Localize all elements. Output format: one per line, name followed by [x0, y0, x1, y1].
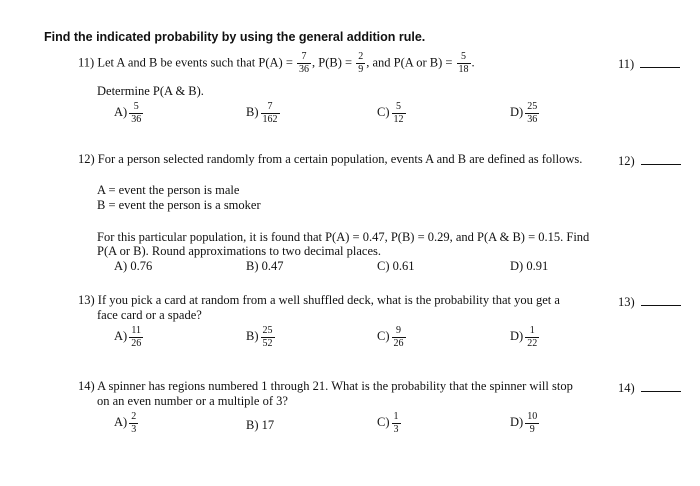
q12-choice-c[interactable]: C) 0.61	[377, 259, 415, 273]
q14-choice-d[interactable]: D) $\frac{10}{9}$	[510, 411, 538, 435]
q12-body-line2: P(A or B). Round approximations to two decimal places.	[97, 244, 381, 258]
q14-choice-a[interactable]: A) $\frac{2}{3}$	[114, 411, 137, 435]
q11-stem-part: 11) Let A and B be events such that P(A) =	[78, 55, 297, 70]
q11-stem-part: .	[471, 55, 475, 70]
q11-stem-part: , and P(A or B) =	[366, 55, 456, 70]
q12-choice-a[interactable]: A) 0.76	[114, 259, 153, 273]
q11-stem	[78, 52, 475, 75]
q13-choice-b[interactable]: B) $\frac{25}{52}$	[246, 325, 273, 349]
q13-stem-line2: face card or a spade?	[97, 308, 202, 322]
q13-choice-d[interactable]: D) $\frac{1}{22}$	[510, 325, 538, 349]
q11-answer-line[interactable]: 11)	[618, 55, 680, 72]
q13-choice-c[interactable]: C) $\frac{9}{26}$	[377, 325, 404, 349]
q12-def-b: B = event the person is a smoker	[97, 198, 261, 212]
q14-choice-b[interactable]: B) 17	[246, 418, 275, 432]
q11-choice-b[interactable]: B) $\frac{7}{162}$	[246, 101, 278, 125]
q11-prompt: Determine P(A & B).	[97, 84, 204, 98]
q13-choice-a[interactable]: A) $\frac{11}{26}$	[114, 325, 142, 349]
q11-choice-c[interactable]: C) $\frac{5}{12}$	[377, 101, 404, 125]
q11-pb-fraction: $\frac{2}{9}$	[358, 51, 364, 75]
q14-stem-line2: on an even number or a multiple of 3?	[97, 394, 288, 408]
q12-answer-line[interactable]: 12)	[618, 152, 681, 169]
q11-paorb-fraction: $\frac{5}{18}$	[458, 51, 469, 75]
q12-choice-b[interactable]: B) 0.47	[246, 259, 284, 273]
q12-stem: 12) For a person selected randomly from a certain population, events A and B are defined as follows.	[78, 152, 583, 166]
q14-answer-line[interactable]: 14)	[618, 379, 681, 396]
q14-stem-line1: 14) A spinner has regions numbered 1 through 21. What is the probability that the spinner will stop	[78, 379, 573, 393]
q11-stem-part: , P(B) =	[312, 55, 356, 70]
q12-def-a: A = event the person is male	[97, 183, 240, 197]
q14-choice-c[interactable]: C) $\frac{1}{3}$	[377, 411, 399, 435]
q13-answer-line[interactable]: 13)	[618, 293, 681, 310]
q12-body-line1: For this particular population, it is found that P(A) = 0.47, P(B) = 0.29, and P(A & B) = 0.15. Find	[97, 230, 590, 244]
q11-choice-a[interactable]: A) $\frac{5}{36}$	[114, 101, 142, 125]
q11-choice-d[interactable]: D) $\frac{25}{36}$	[510, 101, 538, 125]
q13-stem-line1: 13) If you pick a card at random from a well shuffled deck, what is the probability that you get a	[78, 293, 560, 307]
q11-pa-fraction: $\frac{7}{36}$	[299, 51, 310, 75]
q12-choice-d[interactable]: D) 0.91	[510, 259, 549, 273]
instructions-heading: Find the indicated probability by using the general addition rule.	[44, 30, 426, 44]
